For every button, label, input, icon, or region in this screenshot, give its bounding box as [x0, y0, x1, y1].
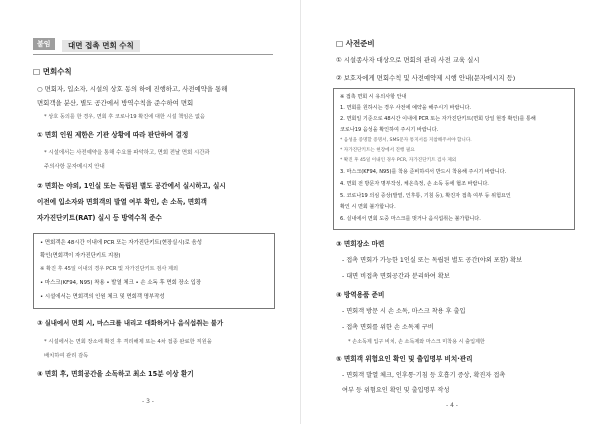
item3-line-1: * 시설에서는 면회 장소에 확진 후 격리해제 또는 4차 접종 완료한 직원을 [44, 339, 212, 345]
item2-line-1: ② 면회는 야외, 1인실 또는 독립된 별도 공간에서 실시하고, 실시 [37, 182, 226, 190]
document-title: 대면 접촉 면회 수칙 [62, 40, 140, 52]
intro-line-2: 면회객을 분산, 별도 공간에서 방역수칙을 준수하여 면회 [37, 99, 194, 107]
prep-item5-line-1: - 면회객 발열 체크, 인후통·기침 등 호흡기 증상, 확진자 접촉 [342, 372, 506, 379]
item1-line-1: * 시설에서는 사전예약을 통해 수요를 파악하고, 면회 전날 면회 시간과 [44, 150, 210, 156]
prep-item4-title: ④ 방역용품 준비 [336, 291, 385, 299]
box-line-1: • 면회객은 48시간 이내에 PCR 또는 자가진단키트(현장실시)로 음성 [40, 240, 202, 246]
item3-title: ③ 실내에서 면회 시, 마스크를 내리고 대화하거나 음식섭취는 불가 [37, 319, 224, 327]
item1-title: ① 면회 인원 제한은 기관 상황에 따라 판단하여 결정 [37, 131, 189, 139]
prep-item3-line-2: - 대면 비접촉 면회공간과 분리하여 확보 [342, 273, 450, 280]
item3-line-2: 배치하여 관리 감독 [44, 353, 89, 359]
section-heading: □ 사전준비 [336, 39, 375, 48]
item4-title: ④ 면회 후, 면회공간을 소독하고 최소 15분 이상 환기 [37, 370, 194, 378]
prep-item5-line-2: 여부 등 위험요인 확인 및 출입명부 작성 [342, 387, 450, 394]
box-line-9: 4. 면회 전 방문자 명부작성, 체온측정, 손 소독 등에 협조 바랍니다. [340, 181, 489, 187]
prep-item5-title: ⑤ 면회객 위험요인 확인 및 출입명부 비치·관리 [336, 355, 473, 363]
section-heading: □ 면회수칙 [33, 67, 72, 76]
prep-item1: ① 시설종사자 대상으로 면회의 관리 사전 교육 실시 [336, 56, 480, 64]
box-line-4: • 마스크(KF94, N95) 착용 • 발열 체크 • 손 소독 후 면회 장소 입장 [40, 280, 202, 286]
item2-line-2: 이전에 입소자와 면회객의 발열 여부 확인, 손 소독, 면회객 [37, 198, 207, 206]
prep-item4-line-2: - 접촉 면회를 위한 손 소독제 구비 [342, 324, 434, 331]
box-line-3: ※ 확진 후 45일 이내의 경우 PCR 및 자가진단키트 검사 제외 [40, 266, 179, 272]
item1-line-2: 주의사항 문자메시지 안내 [44, 164, 105, 170]
page-number: - 3 - [142, 398, 154, 405]
prep-item3-line-1: - 접촉 면회가 가능한 1인실 또는 독립된 별도 공간(야외 포함) 확보 [342, 257, 523, 264]
notice-box [33, 233, 275, 309]
box-line-3: 2. 면회일 기준으로 48시간 이내에 PCR 또는 자가진단키트(면회 당일 현장 확인)를 통해 [340, 116, 536, 122]
box-line-12: 6. 실내에서 면회 도중 마스크를 벗거나 음식섭취는 불가합니다. [340, 216, 481, 222]
box-line-5: * 음성을 증명할 증명서, SMS문자 통지서를 지참해주셔야 합니다. [340, 138, 472, 143]
box-line-10: 5. 코로나19 의심 증상(발열, 인후통, 기침 등), 확진자 접촉 여부 등 위험요인 [340, 193, 511, 199]
notice-box [333, 88, 575, 230]
box-line-6: * 자가진단키트는 현장에서 진행 필요 [340, 148, 415, 153]
prep-item4-note: * 손소독제 입구 비치, 손 소독제와 마스크 미착용 시 출입제한 [348, 339, 485, 345]
intro-note: * 상호 동의를 한 경우, 면회 후 코로나19 확진에 대한 시설 책임은 없음 [44, 114, 205, 120]
box-line-5: • 시설에서는 면회객의 인원 체크 및 면회객 명부작성 [40, 294, 165, 300]
box-line-4: 코로나19 음성을 확인하여 주시기 바랍니다. [340, 127, 439, 133]
box-line-7: * 확진 후 45일 이내인 경우 PCR, 자가진단키트 검사 제외 [340, 158, 457, 163]
prep-item2: ② 보호자에게 면회수칙 및 사전예약제 시행 안내(문자메시지 등) [336, 74, 516, 82]
box-line-11: 확인 시 면회 불가합니다. [340, 204, 396, 210]
box-line-8: 3. 마스크(KF94, N95)를 착용 준비하셔서 반드시 착용해 주시기 바랍니다. [340, 169, 507, 175]
prep-item3-title: ③ 면회장소 마련 [336, 240, 385, 248]
box-line-2: 확인(면회객이 자가진단키트 지참) [40, 253, 121, 259]
title-rule [33, 54, 273, 55]
intro-line-1: ○ 면회자, 입소자, 시설의 상호 동의 하에 진행하고, 사전예약을 통해 [37, 85, 228, 93]
prep-item4-line-1: - 면회객 방문 시 손 소독, 마스크 착용 후 출입 [342, 308, 466, 315]
page-number: - 4 - [446, 402, 458, 409]
item2-line-3: 자가진단키트(RAT) 실시 등 방역수칙 준수 [37, 214, 162, 222]
attachment-badge: 붙임 [33, 38, 55, 50]
box-line-2: 1. 면회를 원하시는 경우 사전에 예약을 해주시기 바랍니다. [340, 105, 471, 111]
right-page [300, 0, 600, 424]
box-line-1: ※ 접촉 면회 시 유의사항 안내 [340, 94, 407, 100]
